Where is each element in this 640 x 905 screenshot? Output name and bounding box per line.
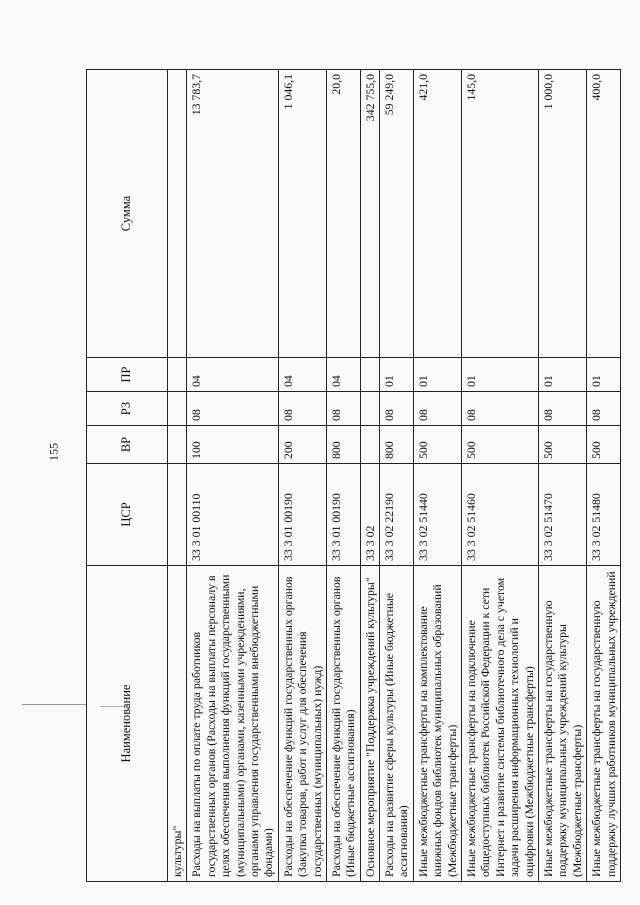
cell-csr: 33 3 02 51470 — [538, 464, 586, 566]
table-row — [413, 70, 461, 882]
cell-pr: 01 — [462, 358, 539, 392]
cell-pr: 01 — [538, 358, 586, 392]
header-csr: ЦСР — [87, 464, 168, 566]
table-row — [278, 70, 326, 882]
cell-sum — [168, 70, 187, 358]
cell-vr: 200 — [278, 426, 326, 464]
table-row — [462, 70, 539, 882]
table-header-row — [87, 70, 168, 882]
scan-artifact-line — [22, 704, 86, 705]
cell-rz: 08 — [278, 392, 326, 426]
cell-pr: 01 — [587, 358, 621, 392]
cell-name: Иные межбюджетные трансферты на государственную поддержку муниципальных учреждений культуры (Межбюджетные трансферты) — [538, 566, 586, 882]
cell-sum: 145,0 — [462, 70, 539, 358]
cell-rz: 08 — [413, 392, 461, 426]
cell-vr: 500 — [462, 426, 539, 464]
cell-name: Расходы на развитие сферы культуры (Иные бюджетные ассигнования) — [380, 566, 414, 882]
cell-vr: 500 — [538, 426, 586, 464]
cell-pr: 01 — [413, 358, 461, 392]
table-row — [538, 70, 586, 882]
cell-name: Иные межбюджетные трансферты на комплектование книжных фондов библиотек муниципальных образований (Межбюджетные трансферты) — [413, 566, 461, 882]
cell-csr: 33 3 02 — [360, 464, 379, 566]
cell-vr: 500 — [413, 426, 461, 464]
cell-vr: 800 — [326, 426, 360, 464]
cell-name: культуры" — [168, 566, 187, 882]
cell-name: Расходы на выплаты по оплате труда работников государственных органов (Расходы на выплаты персоналу в целях обеспечения выполнения функций государственными (муниципальными) органами, казенными учреждениями, органами управления государственными внебюджетными фондами) — [187, 566, 278, 882]
table-row — [380, 70, 414, 882]
cell-rz — [168, 392, 187, 426]
table-row — [360, 70, 379, 882]
cell-pr — [360, 358, 379, 392]
cell-csr: 33 3 02 51480 — [587, 464, 621, 566]
cell-rz — [360, 392, 379, 426]
cell-sum: 59 249,0 — [380, 70, 414, 358]
cell-vr: 100 — [187, 426, 278, 464]
header-pr: ПР — [87, 358, 168, 392]
cell-rz: 08 — [380, 392, 414, 426]
cell-csr: 33 3 01 00190 — [278, 464, 326, 566]
cell-rz: 08 — [587, 392, 621, 426]
cell-pr: 04 — [326, 358, 360, 392]
cell-rz: 08 — [326, 392, 360, 426]
cell-pr — [168, 358, 187, 392]
budget-table-container — [86, 70, 618, 882]
cell-rz: 08 — [187, 392, 278, 426]
cell-sum: 1 046,1 — [278, 70, 326, 358]
cell-name: Расходы на обеспечение функций государственных органов (Закупка товаров, работ и услуг для обеспечения государственных (муниципальных) нужд) — [278, 566, 326, 882]
cell-vr: 800 — [380, 426, 414, 464]
cell-sum: 400,0 — [587, 70, 621, 358]
budget-table — [86, 69, 621, 882]
header-sum: Сумма — [87, 70, 168, 358]
cell-pr: 01 — [380, 358, 414, 392]
cell-csr: 33 3 01 00110 — [187, 464, 278, 566]
cell-vr — [168, 426, 187, 464]
cell-vr: 500 — [587, 426, 621, 464]
cell-name: Иные межбюджетные трансферты на государственную поддержку лучших работников муниципальных учреждений — [587, 566, 621, 882]
header-rz: РЗ — [87, 392, 168, 426]
page-number: 155 — [46, 443, 61, 461]
table-row — [587, 70, 621, 882]
cell-pr: 04 — [278, 358, 326, 392]
table-row — [168, 70, 187, 882]
cell-sum: 342 755,0 — [360, 70, 379, 358]
cell-csr — [168, 464, 187, 566]
cell-name: Расходы на обеспечение функций государственных органов (Иные бюджетные ассигнования) — [326, 566, 360, 882]
header-vr: ВР — [87, 426, 168, 464]
cell-name: Иные межбюджетные трансферты на подключение общедоступных библиотек Российской Федерации к сети Интернет и развитие системы библиотечного дела с учетом задачи расширения информационных технологий и оцифровки (Межбюджетные трансферты) — [462, 566, 539, 882]
header-name: Наименование — [87, 566, 168, 882]
cell-csr: 33 3 02 51460 — [462, 464, 539, 566]
cell-name: Основное мероприятие "Поддержка учреждений культуры" — [360, 566, 379, 882]
cell-csr: 33 3 01 00190 — [326, 464, 360, 566]
cell-vr — [360, 426, 379, 464]
cell-sum: 1 000,0 — [538, 70, 586, 358]
cell-sum: 421,0 — [413, 70, 461, 358]
cell-csr: 33 3 02 22190 — [380, 464, 414, 566]
cell-csr: 33 3 02 51440 — [413, 464, 461, 566]
cell-pr: 04 — [187, 358, 278, 392]
cell-sum: 20,0 — [326, 70, 360, 358]
table-row — [187, 70, 278, 882]
cell-rz: 08 — [462, 392, 539, 426]
cell-sum: 13 783,7 — [187, 70, 278, 358]
table-row — [326, 70, 360, 882]
cell-rz: 08 — [538, 392, 586, 426]
